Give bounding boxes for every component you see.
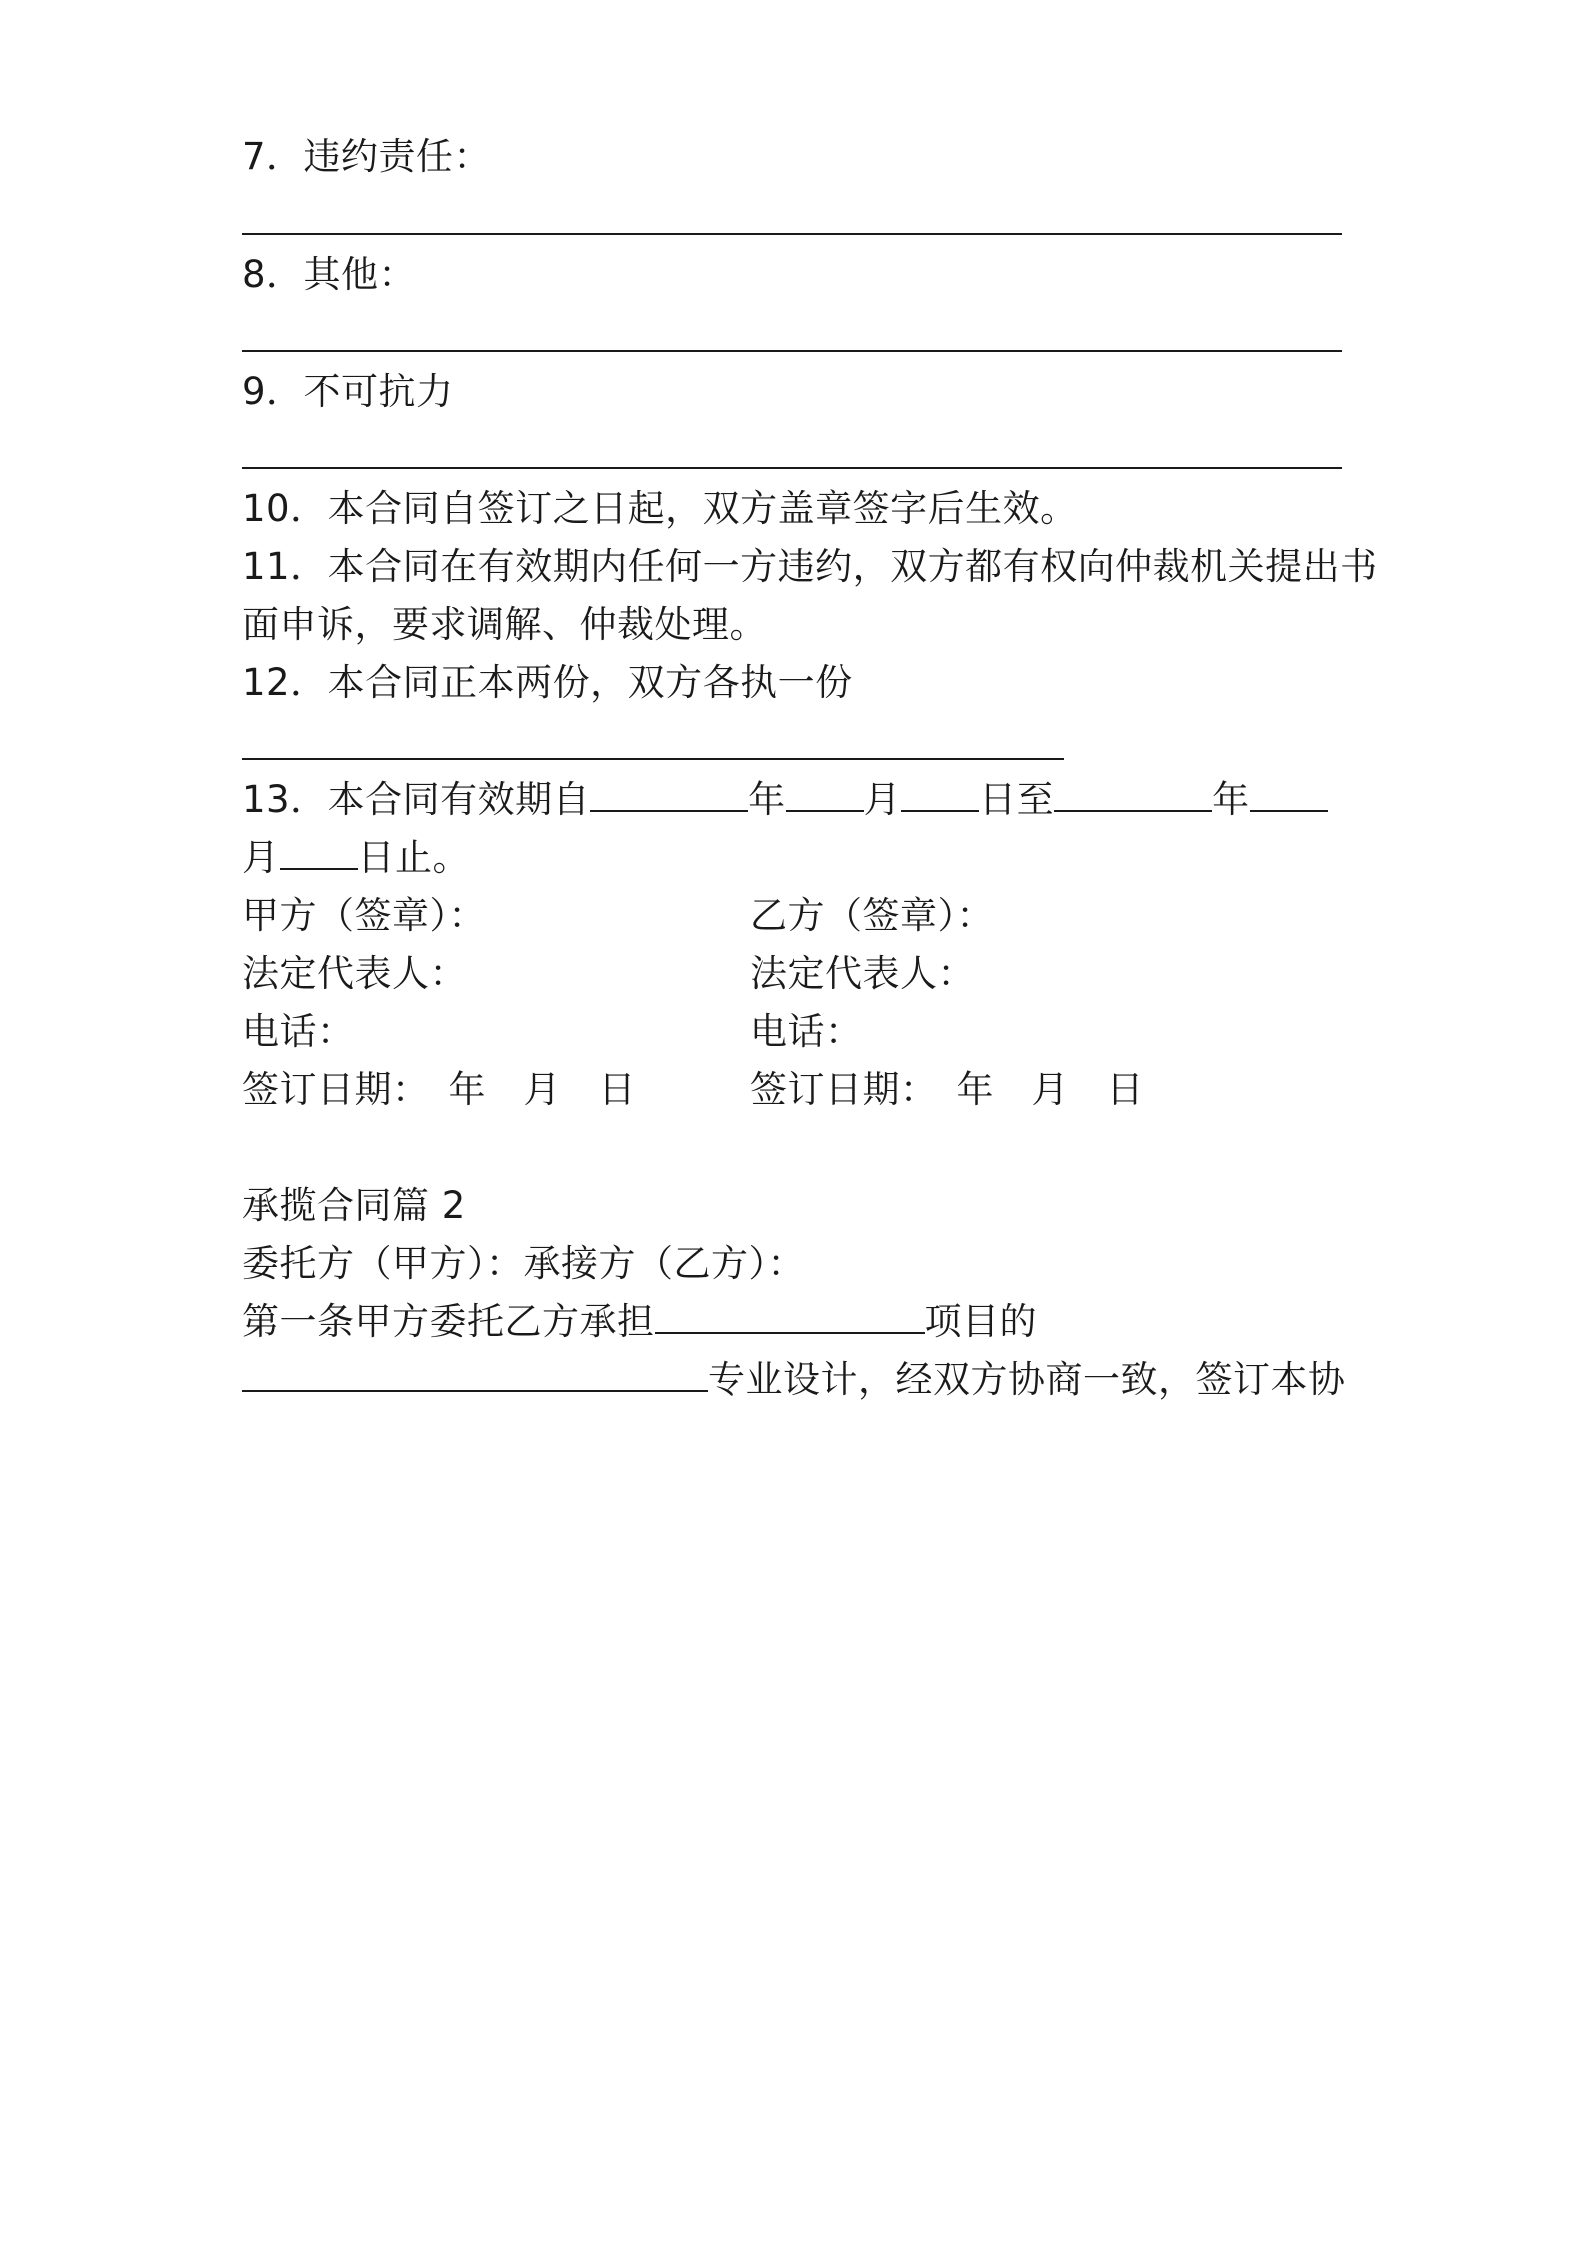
section-2-parties: 委托方（甲方）：承接方（乙方）： [242,1242,805,1285]
project-blank [655,1302,925,1334]
party-a-representative: 法定代表人： [242,952,467,995]
section-2-title: 承揽合同篇 2 [242,1184,466,1227]
clause-11-line2: 面申诉，要求调解、仲裁处理。 [242,603,767,646]
clause-9: 9．不可抗力 [242,370,454,413]
clause-13-prefix: 13．本合同有效期自 [242,778,591,821]
clause-13-line2 [242,833,470,883]
clause-10: 10．本合同自签订之日起，双方盖章签字后生效。 [242,487,1078,530]
clause-12: 12．本合同正本两份，双方各执一份 [242,661,853,704]
year-blank-2 [1054,780,1212,812]
article-1-prefix: 第一条甲方委托乙方承担 [242,1300,655,1343]
clause-13-line1 [242,775,1328,825]
fill-line-7 [242,233,1342,235]
fill-line-8 [242,350,1342,352]
end-label: 日止。 [357,836,470,879]
party-a-sign-date: 签订日期： 年 月 日 [242,1068,636,1111]
fill-line-9 [242,467,1342,469]
party-b-sign-date: 签订日期： 年 月 日 [750,1068,1144,1111]
party-b-seal: 乙方（签章）： [750,894,994,937]
day-blank-1 [901,780,979,812]
clause-7: 7．违约责任： [242,135,492,178]
month-blank-2 [1250,780,1328,812]
month-label-2: 月 [242,836,280,879]
month-label-1: 月 [863,778,902,821]
party-b-representative: 法定代表人： [750,952,975,995]
article-1-line2 [242,1355,1346,1405]
party-a-phone: 电话： [242,1010,355,1053]
article-1-line1 [242,1297,1037,1347]
article-1-project-suffix: 项目的 [924,1300,1037,1343]
article-1-continuation: 专业设计，经双方协商一致，签订本协 [708,1358,1346,1401]
year-label-2: 年 [1212,778,1250,821]
clause-11-line1: 11．本合同在有效期内任何一方违约，双方都有权向仲裁机关提出书 [242,545,1378,588]
party-a-seal: 甲方（签章）： [242,894,486,937]
clause-8: 8．其他： [242,253,417,296]
month-blank-1 [786,780,864,812]
day-to-label: 日至 [979,778,1055,821]
fill-line-12 [242,758,1064,760]
specialty-blank [242,1360,708,1392]
year-label-1: 年 [748,778,786,821]
party-b-phone: 电话： [750,1010,863,1053]
day-blank-2 [280,838,358,870]
year-blank-1 [590,780,748,812]
